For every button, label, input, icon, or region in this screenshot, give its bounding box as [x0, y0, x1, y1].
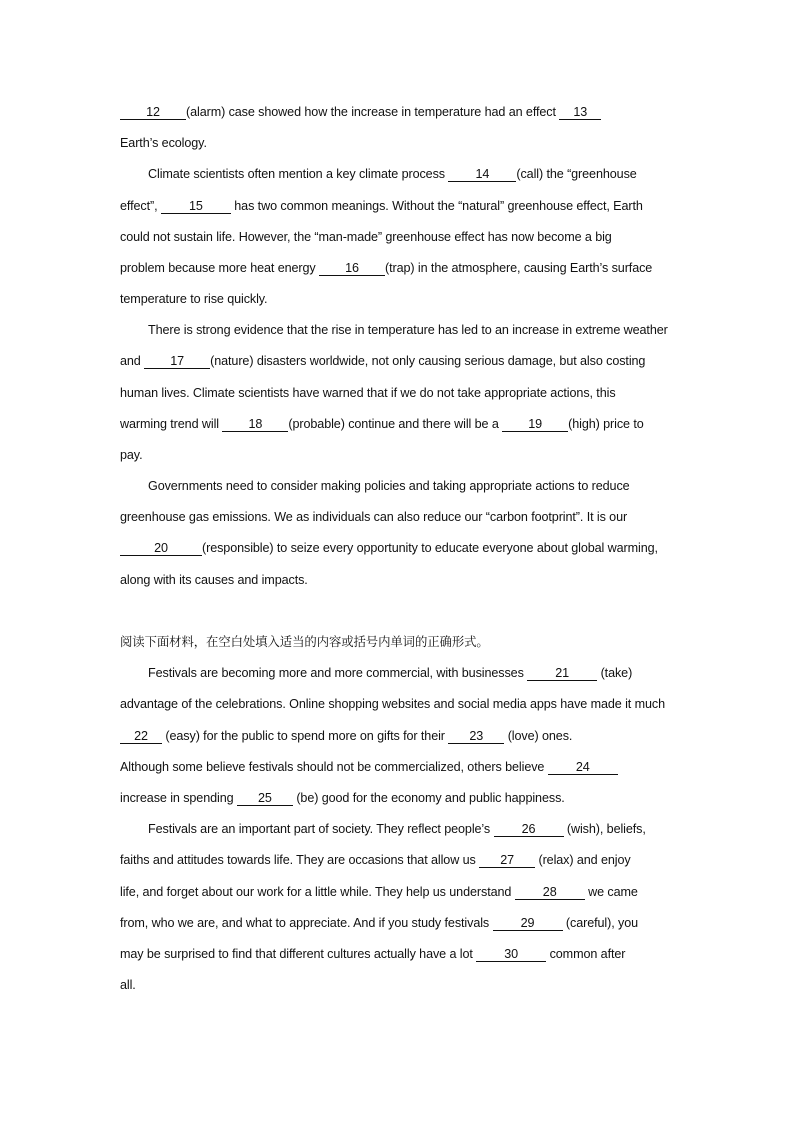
text: Festivals are becoming more and more commercial, with businesses [148, 666, 528, 680]
text: Although some believe festivals should not be commercialized, others believe [120, 760, 548, 774]
blank-22: 22 [120, 729, 162, 744]
blank-23: 23 [448, 729, 504, 744]
blank-21: 21 [527, 666, 597, 681]
blank-30: 30 [476, 947, 546, 962]
text: (take) [597, 666, 633, 680]
text: (nature) disasters worldwide, not only causing serious damage, but also costing [210, 354, 646, 368]
passage2-line-5 [120, 790, 565, 806]
text: (trap) in the atmosphere, causing Earth’s surface [385, 261, 653, 275]
text: and [120, 354, 145, 368]
text: (relax) and enjoy [535, 853, 631, 867]
text: effect”, [120, 199, 161, 213]
passage1-line-8: There is strong evidence that the rise in temperature has led to an increase in extreme weather [148, 323, 668, 337]
blank-14: 14 [448, 167, 516, 182]
text: we came [584, 885, 638, 899]
blank-17: 17 [144, 354, 210, 369]
text: faiths and attitudes towards life. They are occasions that allow us [120, 853, 480, 867]
passage1-line-12: pay. [120, 448, 143, 462]
passage1-line-3 [148, 166, 637, 182]
passage1-line-6 [120, 260, 652, 276]
blank-15: 15 [161, 199, 231, 214]
passage2-line-3 [120, 728, 572, 744]
text: (alarm) case showed how the increase in temperature had an effect [186, 105, 560, 119]
text: (call) the “greenhouse [516, 167, 637, 181]
text: problem because more heat energy [120, 261, 320, 275]
passage1-line-5: could not sustain life. However, the “man-made” greenhouse effect has now become a big [120, 230, 612, 244]
text: Festivals are an important part of society. They reflect people’s [148, 822, 494, 836]
passage2-line-8 [120, 884, 638, 900]
blank-16: 16 [319, 261, 385, 276]
text: (be) good for the economy and public happiness. [292, 791, 565, 805]
passage1-line-13: Governments need to consider making policies and taking appropriate actions to reduce [148, 479, 630, 493]
text: from, who we are, and what to appreciate. And if you study festivals [120, 916, 493, 930]
passage2-line-11: all. [120, 978, 136, 992]
passage1-line-1 [120, 104, 601, 120]
passage2-line-9 [120, 915, 638, 931]
passage2-line-10 [120, 946, 625, 962]
passage1-line-15 [120, 540, 658, 556]
text: increase in spending [120, 791, 237, 805]
text: life, and forget about our work for a little while. They help us understand [120, 885, 515, 899]
blank-29: 29 [493, 916, 563, 931]
blank-26: 26 [494, 822, 564, 837]
passage2-line-6 [148, 821, 646, 837]
blank-12: 12 [120, 105, 186, 120]
blank-28: 28 [515, 885, 585, 900]
blank-18: 18 [222, 417, 288, 432]
passage2-line-7 [120, 852, 631, 868]
text: (love) ones. [504, 729, 573, 743]
text: has two common meanings. Without the “natural” greenhouse effect, Earth [230, 199, 643, 213]
text: warming trend will [120, 417, 223, 431]
blank-19: 19 [502, 417, 568, 432]
passage1-line-2: Earth’s ecology. [120, 136, 207, 150]
blank-24: 24 [548, 760, 618, 775]
text: (high) price to [568, 417, 644, 431]
text: (careful), you [562, 916, 639, 930]
passage1-line-10: human lives. Climate scientists have warned that if we do not take appropriate actions, this [120, 386, 616, 400]
passage1-line-4 [120, 198, 643, 214]
text: may be surprised to find that different cultures actually have a lot [120, 947, 477, 961]
passage2-line-4 [120, 759, 618, 775]
text: (wish), beliefs, [563, 822, 646, 836]
passage1-line-7: temperature to rise quickly. [120, 292, 268, 306]
blank-13: 13 [559, 105, 601, 120]
passage1-line-16: along with its causes and impacts. [120, 573, 308, 587]
passage2-line-1 [148, 665, 632, 681]
blank-25: 25 [237, 791, 293, 806]
text: (easy) for the public to spend more on gifts for their [162, 729, 449, 743]
passage1-line-11 [120, 416, 644, 432]
blank-27: 27 [479, 853, 535, 868]
text: (responsible) to seize every opportunity to educate everyone about global warming, [202, 541, 658, 555]
passage1-line-14: greenhouse gas emissions. We as individuals can also reduce our “carbon footprint”. It is our [120, 510, 628, 524]
passage2-line-2: advantage of the celebrations. Online shopping websites and social media apps have made it much [120, 697, 665, 711]
blank-20: 20 [120, 541, 202, 556]
text: (probable) continue and there will be a [288, 417, 503, 431]
text: common after [546, 947, 626, 961]
text: Climate scientists often mention a key climate process [148, 167, 449, 181]
passage1-line-9 [120, 353, 645, 369]
instruction-heading: 阅读下面材料，在空白处填入适当的内容或括号内单词的正确形式。 [120, 634, 489, 649]
